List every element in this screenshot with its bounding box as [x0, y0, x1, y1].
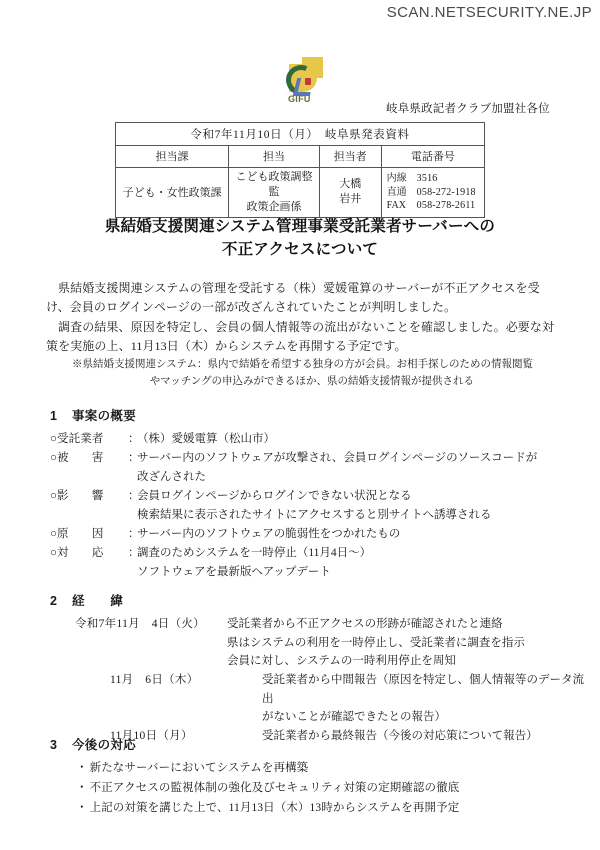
- phone-direct: [387, 186, 482, 200]
- note-line-1: ※県結婚支援関連システム：県内で結婚を希望する独身の方が会員。お相手探しのための情報閲覧: [72, 359, 533, 370]
- section1-heading: [50, 406, 590, 424]
- header-division: 担当課: [116, 146, 229, 168]
- timeline-text-line: がないことが確認できたとの報告）: [262, 711, 446, 724]
- phone-extension: [387, 172, 482, 186]
- page-title: [0, 215, 600, 262]
- logo-wordmark: GIFU: [288, 94, 311, 104]
- section-timeline: [50, 591, 590, 745]
- bullet-circle-icon: ○: [50, 433, 58, 445]
- header-person: 担当者: [319, 146, 381, 168]
- section1-title: 事案の概要: [72, 409, 137, 423]
- item-label: [50, 449, 128, 486]
- section3-heading: [50, 735, 590, 753]
- cell-person: [319, 168, 381, 218]
- bullet-circle-icon: ○: [50, 547, 58, 560]
- lead-paragraph-2: 調査の結果、原因を特定し、会員の個人情報等の流出がないことを確認しました。必要な対策を実施の上、11月13日（木）からシステムを再開する予定です。: [46, 319, 555, 354]
- section3-bullets: [50, 759, 590, 818]
- logo-red-dot-icon: [305, 78, 311, 85]
- item-label: [50, 525, 128, 543]
- item-label: [50, 487, 128, 524]
- timeline-text-line: 受託業者から中間報告（原因を特定し、個人情報等のデータ流出: [262, 673, 584, 705]
- timeline-date: 11月 6日（木）: [110, 673, 199, 686]
- section2-entries: [50, 615, 590, 745]
- page-title-line2: 不正アクセスについて: [221, 241, 379, 259]
- timeline-entry: [50, 615, 590, 671]
- section2-title: 経 緯: [72, 594, 124, 608]
- item-body-line: サーバー内のソフトウェアが攻撃され、会員ログインページのソースコードが: [137, 452, 538, 465]
- table-row-date: [116, 123, 485, 146]
- contact-info-table: [115, 122, 485, 218]
- timeline-text-line: 受託業者から不正アクセスの形跡が確認されたと連絡: [227, 618, 503, 630]
- item-body-line: ソフトウェアを最新版へアップデート: [137, 565, 331, 578]
- section2-number: 2: [50, 594, 58, 608]
- phone-extension-number: 3516: [416, 173, 438, 185]
- item-label-text: 対 応: [57, 547, 104, 560]
- cell-section: [229, 168, 320, 218]
- cell-phone: [381, 168, 484, 218]
- list-item: [50, 487, 590, 524]
- header-section: 担当: [229, 146, 320, 168]
- cell-person-line2: 岩井: [339, 193, 362, 206]
- section3-number: 3: [50, 738, 58, 752]
- bullet-text: 新たなサーバーにおいてシステムを再構築: [89, 762, 309, 774]
- section3-title: 今後の対応: [72, 738, 137, 752]
- lead-paragraphs: [46, 279, 562, 357]
- item-body-line: 調査のためシステムを一時停止（11月4日～）: [137, 547, 372, 560]
- item-body-line: 改ざんされた: [137, 470, 206, 483]
- bullet-dot-icon: ・: [76, 762, 88, 774]
- cell-section-line1: こども政策調整監: [235, 171, 313, 198]
- item-colon: ：: [128, 433, 140, 445]
- item-colon: ：: [128, 490, 140, 503]
- bullet-text: 上記の対策を講じた上で、11月13日（木）13時からシステムを再開予定: [89, 801, 460, 814]
- item-body: [137, 430, 590, 448]
- item-colon: ：: [128, 547, 140, 560]
- addressee-line: 岐阜県政記者クラブ加盟社各位: [386, 103, 550, 115]
- item-body-line: （株）愛媛電算（松山市）: [137, 433, 275, 445]
- section-future-response: [50, 735, 590, 818]
- table-row: [116, 168, 485, 218]
- section1-items: [50, 430, 590, 581]
- page-title-line1: 県結婚支援関連システム管理事業受託業者サーバーへの: [104, 218, 496, 235]
- timeline-date: 令和7年11月 4日（火）: [75, 618, 205, 630]
- list-item: [50, 779, 590, 799]
- item-body-line: 検索結果に表示されたサイトにアクセスすると別サイトへ誘導される: [137, 508, 492, 521]
- release-date-cell: 令和7年11月10日（月） 岐阜県発表資料: [116, 123, 485, 146]
- list-item: [50, 449, 590, 486]
- item-label: [50, 544, 128, 581]
- phone-fax-label: FAX: [386, 200, 406, 212]
- timeline-text: [262, 671, 590, 727]
- note-line-2: やマッチングの申込みができるほか、県の結婚支援情報が提供される: [149, 375, 475, 387]
- cell-division: 子ども・女性政策課: [116, 168, 229, 218]
- timeline-entry: [50, 671, 590, 727]
- bullet-circle-icon: ○: [50, 452, 58, 465]
- timeline-text: [227, 615, 590, 671]
- bullet-text: 不正アクセスの監視体制の強化及びセキュリティ対策の定期確認の徹底: [89, 781, 460, 794]
- gifu-prefecture-logo: [281, 56, 329, 108]
- list-item: [50, 759, 590, 779]
- bullet-circle-icon: ○: [50, 490, 58, 503]
- phone-fax-number: 058-278-2611: [416, 200, 476, 212]
- timeline-text-line: 会員に対し、システムの一時利用停止を周知: [227, 655, 456, 668]
- cell-section-line2: 政策企画係: [246, 200, 302, 213]
- item-label: [50, 430, 128, 448]
- list-item: [50, 544, 590, 581]
- phone-direct-label: 直通: [386, 186, 407, 198]
- item-colon: ：: [128, 527, 140, 540]
- system-definition-note: [72, 357, 572, 391]
- watermark-text: SCAN.NETSECURITY.NE.JP: [386, 4, 592, 21]
- item-label-text: 受託業者: [57, 433, 104, 445]
- item-label-text: 被 害: [57, 452, 104, 465]
- item-colon: ：: [128, 452, 140, 465]
- item-body: [137, 449, 590, 486]
- phone-fax: [387, 199, 482, 213]
- phone-direct-number: 058-272-1918: [416, 186, 476, 198]
- table-row-headers: [116, 146, 485, 168]
- item-body-line: サーバー内のソフトウェアの脆弱性をつかれたもの: [137, 527, 401, 540]
- item-body: [137, 525, 590, 543]
- item-body: [137, 544, 590, 581]
- logo-mark-icon: [281, 56, 327, 96]
- timeline-text-line: 受託業者から最終報告（今後の対応策について報告）: [262, 729, 538, 742]
- section-incident-overview: [50, 406, 590, 582]
- item-label-text: 原 因: [57, 527, 104, 540]
- header-phone: 電話番号: [381, 146, 484, 168]
- item-body-line: 会員ログインページからログインできない状況となる: [137, 490, 412, 503]
- list-item: [50, 525, 590, 543]
- list-item: [50, 799, 590, 819]
- bullet-circle-icon: ○: [50, 527, 58, 540]
- timeline-text-line: 県はシステムの利用を一時停止し、受託業者に調査を指示: [227, 636, 525, 649]
- bullet-dot-icon: ・: [76, 801, 88, 814]
- cell-person-line1: 大橋: [339, 178, 362, 191]
- item-label-text: 影 響: [57, 490, 104, 503]
- lead-paragraph-1: 県結婚支援関連システムの管理を受託する（株）愛媛電算のサーバーが不正アクセスを受け、会員のログインページの一部が改ざんされていたことが判明しました。: [46, 281, 540, 315]
- item-body: [137, 487, 590, 524]
- section2-heading: [50, 591, 590, 609]
- section1-number: 1: [50, 409, 58, 423]
- list-item: [50, 430, 590, 448]
- timeline-date: 11月10日（月）: [110, 729, 193, 742]
- bullet-dot-icon: ・: [76, 781, 88, 794]
- phone-extension-label: 内線: [386, 173, 407, 185]
